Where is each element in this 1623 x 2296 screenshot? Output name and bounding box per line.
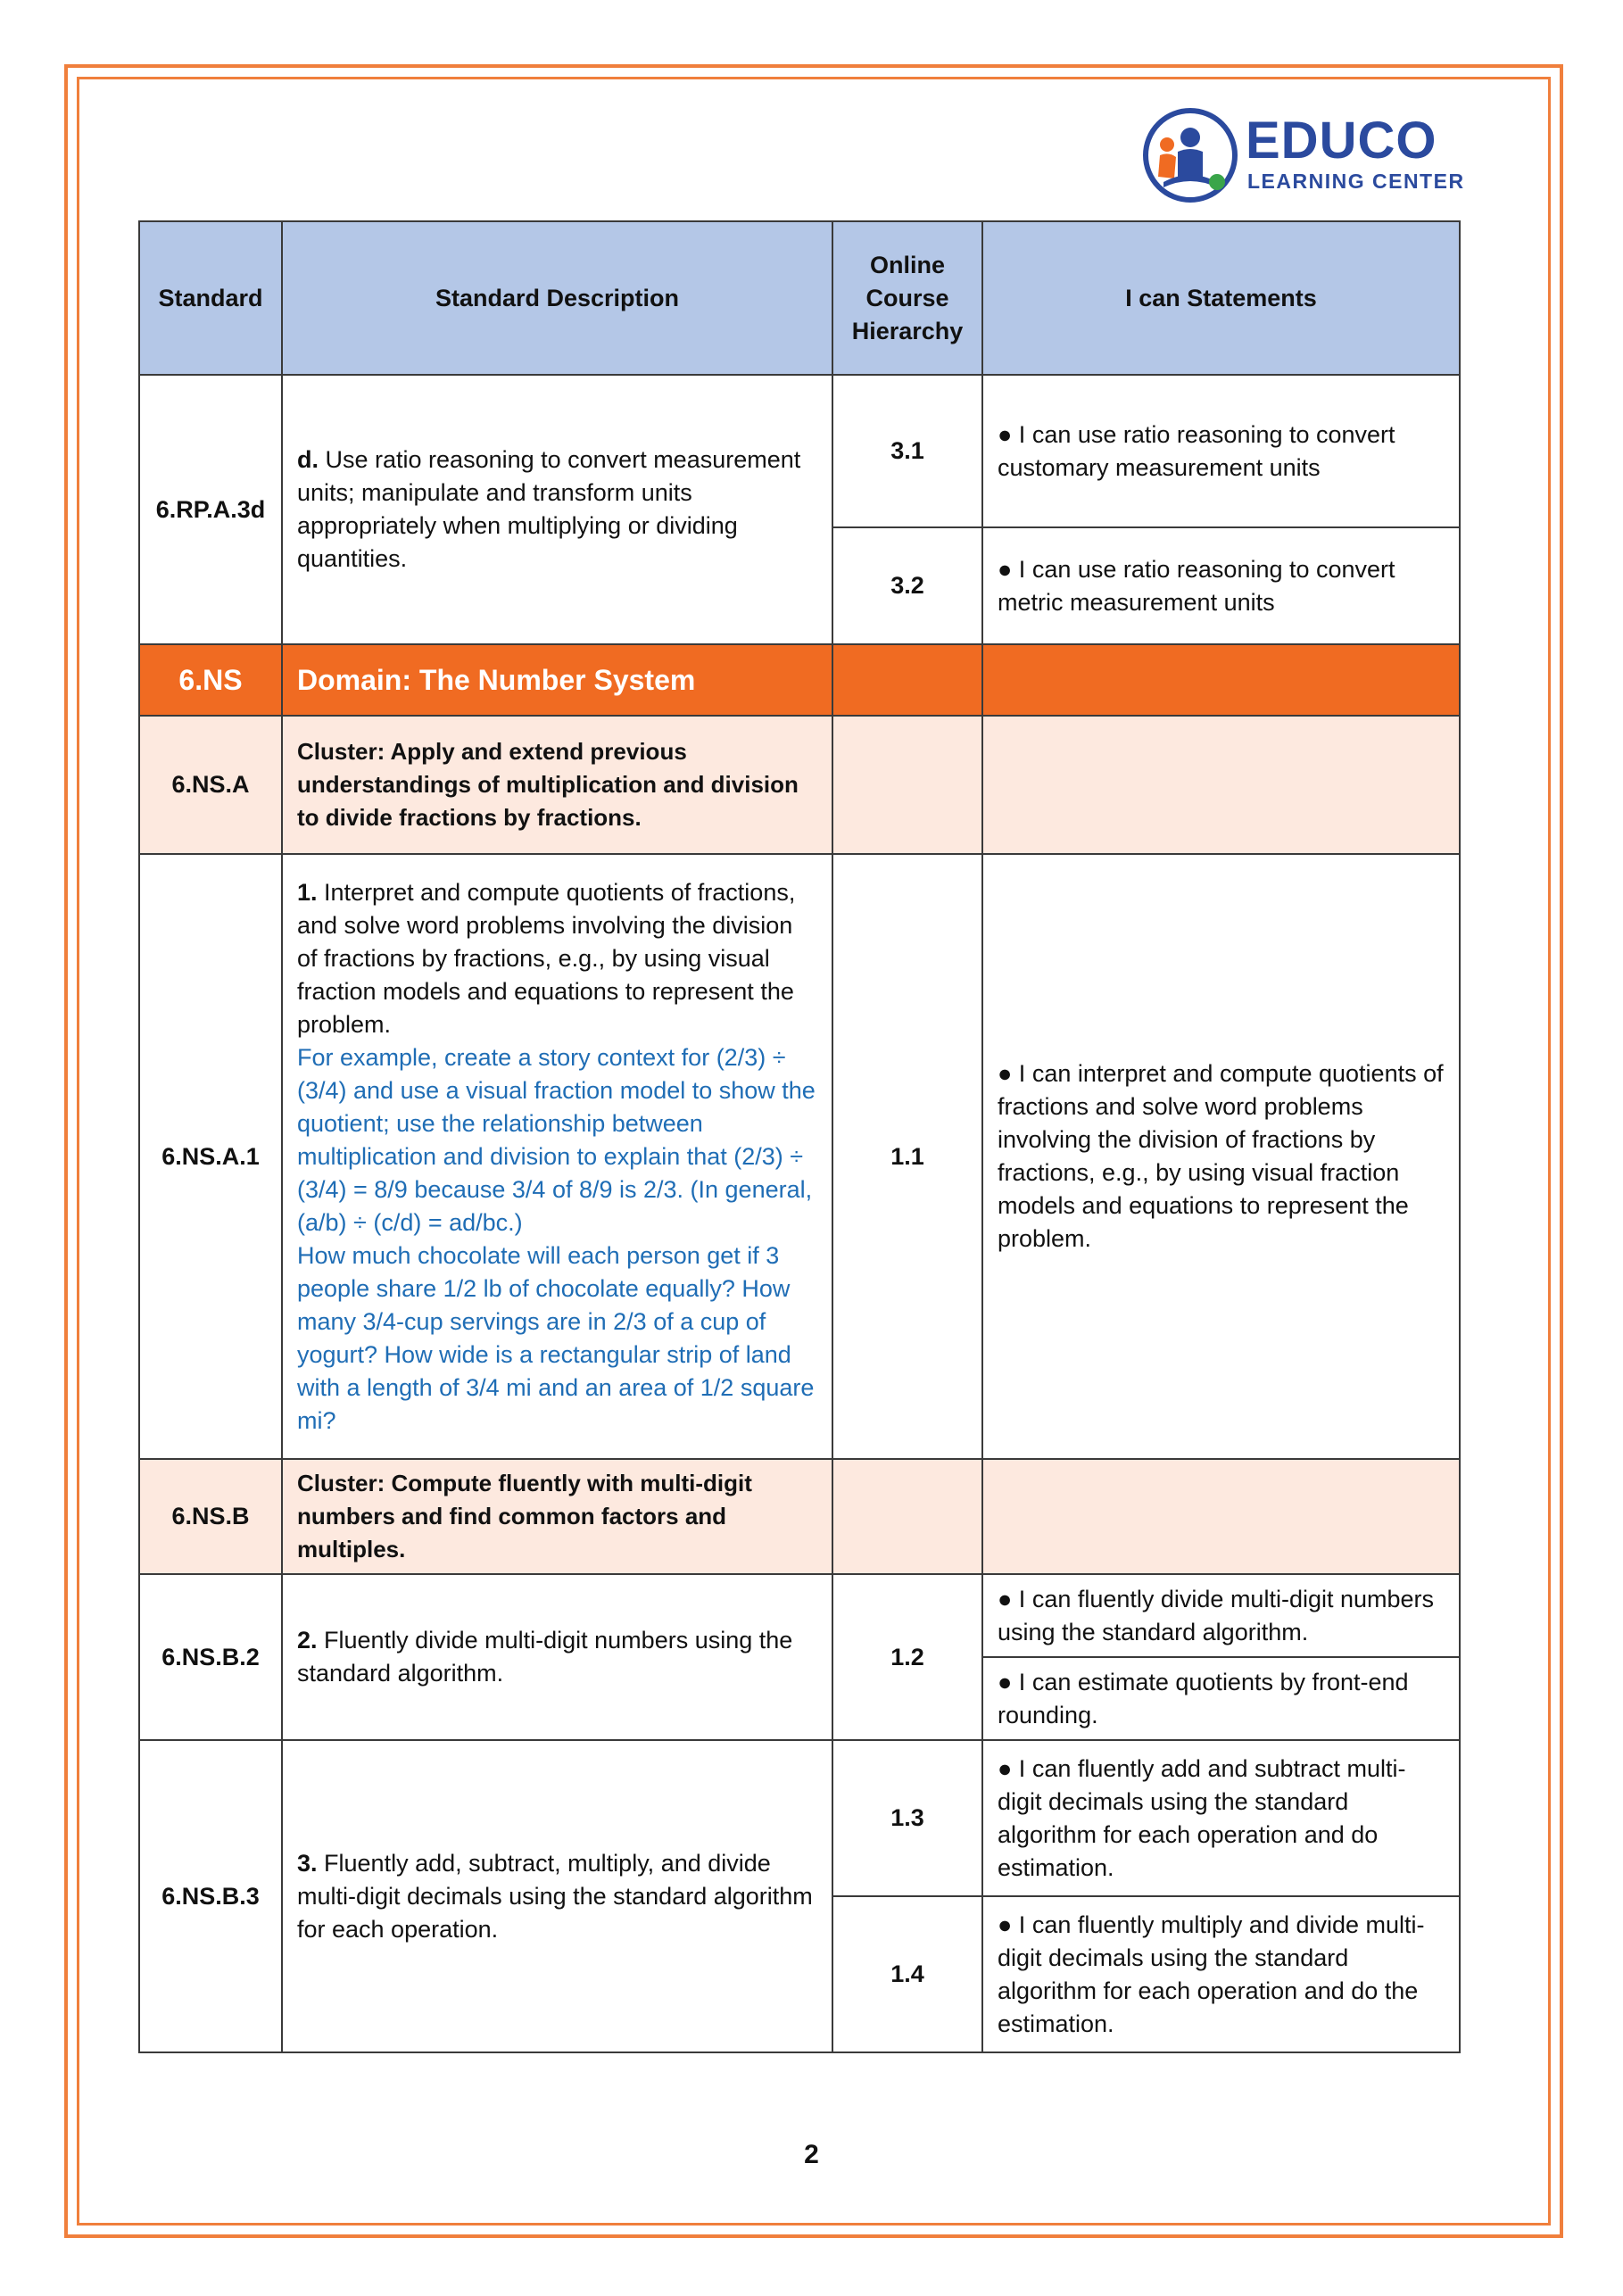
domain-empty-cell (832, 644, 982, 716)
standard-description (282, 1574, 832, 1740)
description-lead: d. (297, 446, 319, 473)
header-statements: I can Statements (982, 221, 1460, 375)
educo-logo (1140, 105, 1470, 205)
standard-description (282, 854, 832, 1459)
hierarchy-value: 1.1 (832, 854, 982, 1459)
description-text: Fluently divide multi-digit numbers using the standard algorithm. (297, 1627, 793, 1687)
table-row (139, 1574, 1460, 1657)
header-description: Standard Description (282, 221, 832, 375)
cluster-text: Cluster: Compute fluently with multi-digit numbers and find common factors and multiples. (282, 1459, 832, 1574)
table-row (139, 854, 1460, 1459)
i-can-statement: ● I can use ratio reasoning to convert customary measurement units (982, 375, 1460, 527)
table-row (139, 1740, 1460, 1896)
standard-description (282, 1740, 832, 2052)
description-lead: 2. (297, 1627, 318, 1654)
cluster-row (139, 716, 1460, 854)
cluster-code: 6.NS.B (139, 1459, 282, 1574)
description-lead: 3. (297, 1849, 318, 1877)
description-text: Fluently add, subtract, multiply, and divide multi-digit decimals using the standard algorithm for each operation. (297, 1849, 813, 1943)
cluster-empty-cell (832, 716, 982, 854)
header-hierarchy-line2: Course (865, 284, 949, 311)
i-can-statement: ● I can estimate quotients by front-end rounding. (982, 1657, 1460, 1740)
example-text: For example, create a story context for (2/3) ÷ (3/4) and use a visual fraction model to show the quotient; use the relationship between multiplication and division to explain that (2/3) ÷ (3/4) = 8/9 because 3/4 of 8/9 is 2/3. (In general, (a/b) ÷ (c/d) = ad/bc.) (297, 1043, 816, 1236)
table-header-row (139, 221, 1460, 375)
standard-code: 6.NS.A.1 (139, 854, 282, 1459)
logo-title: EDUCO (1246, 112, 1437, 170)
cluster-empty-cell (982, 1459, 1460, 1574)
example-questions: How much chocolate will each person get if 3 people share 1/2 lb of chocolate equally? How many 3/4-cup servings are in 2/3 of a cup of yogurt? How wide is a rectangular strip of land with a length of 3/4 mi and an area of 1/2 square mi? (297, 1241, 815, 1434)
header-hierarchy-line1: Online (869, 251, 945, 278)
hierarchy-value: 3.2 (832, 527, 982, 644)
hierarchy-value: 1.2 (832, 1574, 982, 1740)
standard-code: 6.NS.B.3 (139, 1740, 282, 2052)
description-text: Interpret and compute quotients of fractions, and solve word problems involving the division of fractions by fractions, e.g., by using visual fraction models and equations to represent the problem. (297, 878, 796, 1038)
header-standard: Standard (139, 221, 282, 375)
header-hierarchy-line3: Hierarchy (851, 317, 964, 344)
page-number: 2 (804, 2140, 819, 2169)
standards-table (138, 220, 1461, 2053)
i-can-statement: ● I can interpret and compute quotients of fractions and solve word problems involving the division of fractions by fractions, e.g., by using visual fraction models and equations to represent the problem. (982, 854, 1460, 1459)
hierarchy-value: 1.4 (832, 1896, 982, 2052)
domain-title: Domain: The Number System (282, 644, 832, 716)
table-row (139, 375, 1460, 527)
standard-description (282, 375, 832, 644)
domain-empty-cell (982, 644, 1460, 716)
logo-emblem-icon (1140, 105, 1240, 205)
i-can-statement: ● I can fluently multiply and divide multi-digit decimals using the standard algorithm for each operation and do the estimation. (982, 1896, 1460, 2052)
i-can-statement: ● I can fluently divide multi-digit numbers using the standard algorithm. (982, 1574, 1460, 1657)
i-can-statement: ● I can fluently add and subtract multi-digit decimals using the standard algorithm for each operation and do estimation. (982, 1740, 1460, 1896)
description-text: Use ratio reasoning to convert measurement units; manipulate and transform units appropriately when multiplying or dividing quantities. (297, 446, 801, 572)
description-lead: 1. (297, 878, 318, 906)
hierarchy-value: 3.1 (832, 375, 982, 527)
cluster-code: 6.NS.A (139, 716, 282, 854)
standard-code: 6.NS.B.2 (139, 1574, 282, 1740)
domain-row (139, 644, 1460, 716)
cluster-text: Cluster: Apply and extend previous understandings of multiplication and division to divide fractions by fractions. (282, 716, 832, 854)
standard-code: 6.RP.A.3d (139, 375, 282, 644)
cluster-row (139, 1459, 1460, 1574)
header-hierarchy (832, 221, 982, 375)
cluster-empty-cell (832, 1459, 982, 1574)
domain-code: 6.NS (139, 644, 282, 716)
i-can-statement: ● I can use ratio reasoning to convert metric measurement units (982, 527, 1460, 644)
cluster-empty-cell (982, 716, 1460, 854)
logo-subtitle: LEARNING CENTER (1247, 170, 1465, 193)
hierarchy-value: 1.3 (832, 1740, 982, 1896)
